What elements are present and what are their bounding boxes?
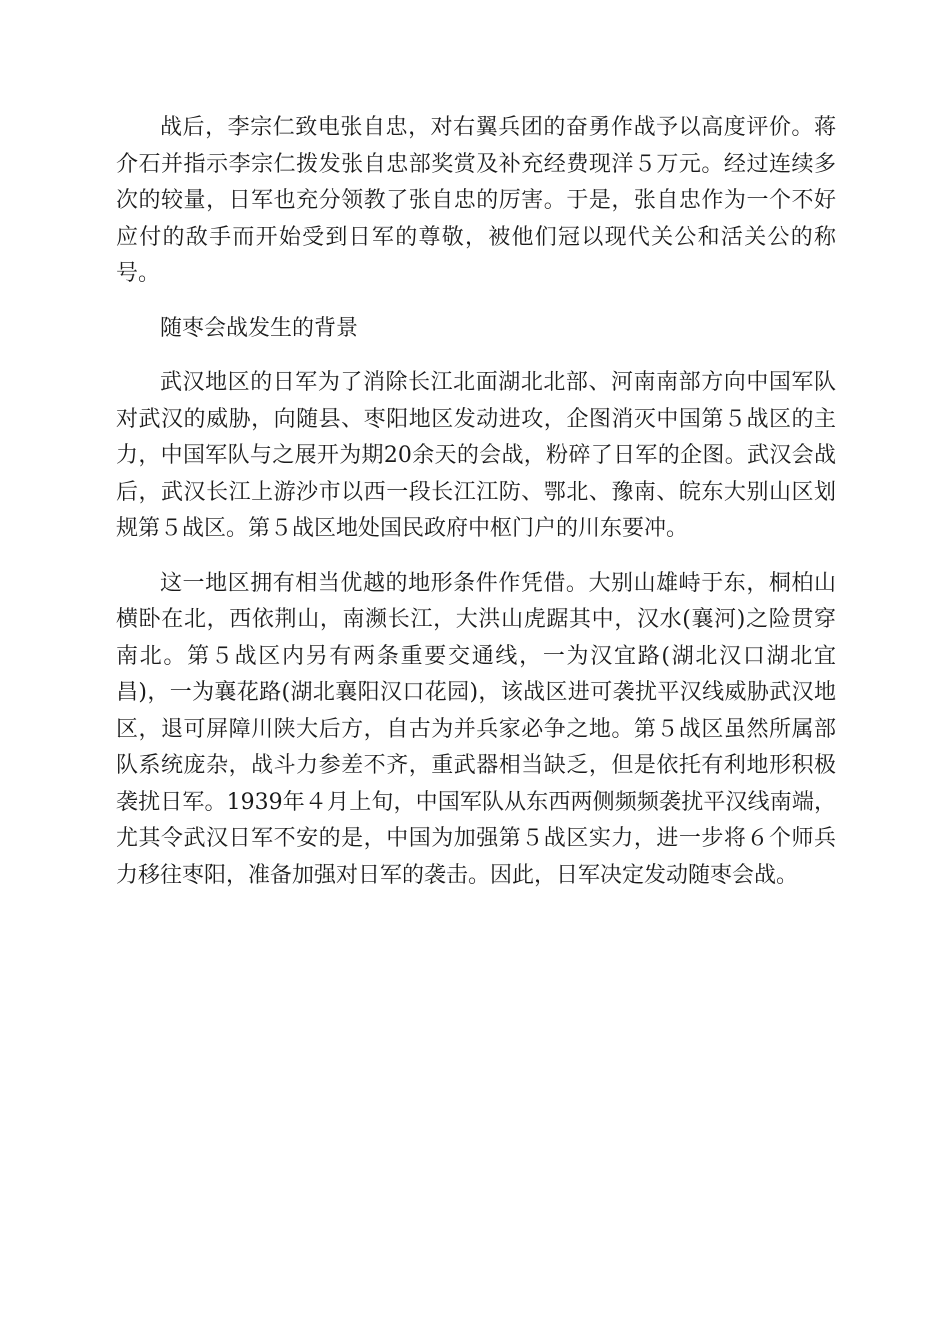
document-body — [116, 110, 836, 912]
paragraph-terrain-conditions: 这一地区拥有相当优越的地形条件作凭借。大别山雄峙于东，桐柏山横卧在北，西依荆山，南濒长江，大洪山虎踞其中，汉水(襄河)之险贯穿南北。第５战区内另有两条重要交通线，一为汉宜路(湖北汉口湖北宜昌)，一为襄花路(湖北襄阳汉口花园)，该战区进可袭扰平汉线威胁武汉地区，退可屏障川陕大后方，自古为并兵家必争之地。第５战区虽然所属部队系统庞杂，战斗力参差不齐，重武器相当缺乏，但是依托有利地形积极袭扰日军。1939年４月上旬，中国军队从东西两侧频频袭扰平汉线南端，尤其令武汉日军不安的是，中国为加强第５战区实力，进一步将６个师兵力移往枣阳，准备加强对日军的袭击。因此，日军决定发动随枣会战。 — [116, 570, 836, 888]
paragraph-zhang-zizhong-evaluation: 战后，李宗仁致电张自忠，对右翼兵团的奋勇作战予以高度评价。蒋介石并指示李宗仁拨发张自忠部奖赏及补充经费现洋５万元。经过连续多次的较量，日军也充分领教了张自忠的厉害。于是，张自忠作为一个不好应付的敌手而开始受到日军的尊敬，被他们冠以现代关公和活关公的称号。 — [116, 115, 836, 286]
section-heading: 随枣会战发生的背景 — [160, 315, 359, 341]
paragraph-wuhan-background: 武汉地区的日军为了消除长江北面湖北北部、河南南部方向中国军队对武汉的威胁，向随县、枣阳地区发动进攻，企图消灭中国第５战区的主力，中国军队与之展开为期20余天的会战，粉碎了日军的企图。武汉会战后，武汉长江上游沙市以西一段长江江防、鄂北、豫南、皖东大别山区划规第５战区。第５战区地处国民政府中枢门户的川东要冲。 — [116, 370, 836, 541]
